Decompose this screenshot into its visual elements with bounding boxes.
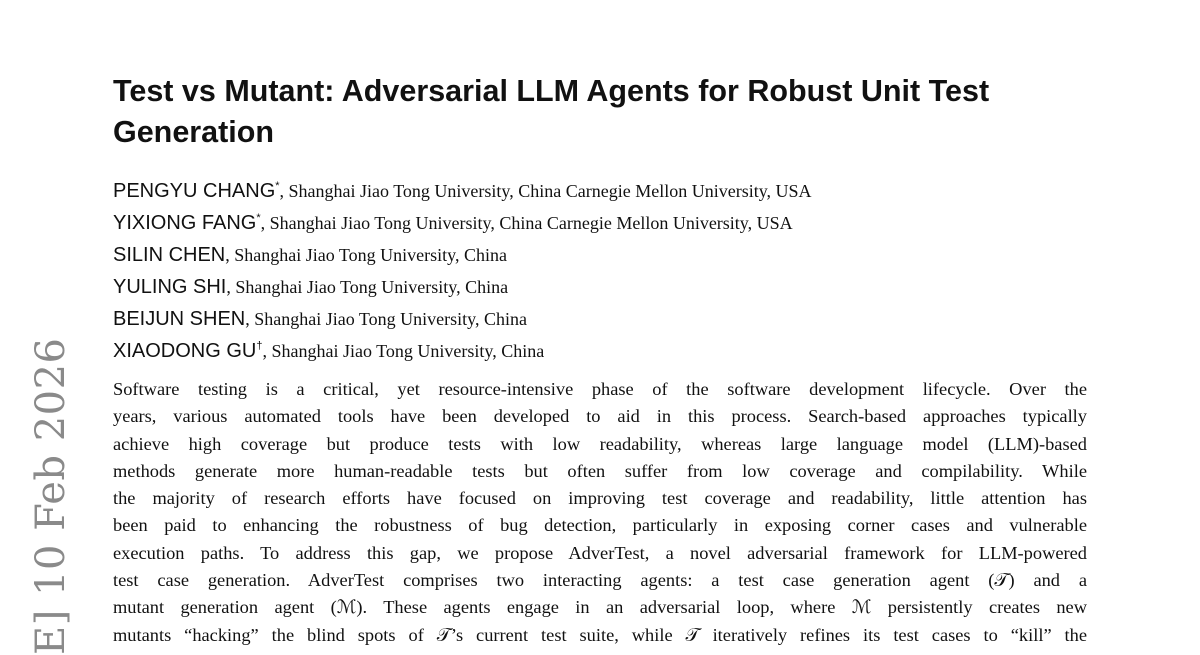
author-entry	[113, 330, 1113, 362]
author-affiliation: , Shanghai Jiao Tong University, China Carnegie Mellon University, USA	[280, 181, 812, 201]
abstract-line: been paid to enhancing the robustness of bug detection, particularly in exposing corner cases and vulnerable	[113, 512, 1087, 539]
author-name: YIXIONG FANG	[113, 212, 256, 234]
author-affiliation: , Shanghai Jiao Tong University, China	[245, 309, 527, 329]
abstract-line: test case generation. AdverTest comprises two interacting agents: a test case generation agent (𝒯) and a	[113, 567, 1087, 594]
author-entry	[113, 266, 1113, 298]
author-entry	[113, 202, 1113, 234]
abstract-line: mutants “hacking” the blind spots of 𝒯’s current test suite, while 𝒯 iteratively refines its test cases to “kill” the	[113, 622, 1087, 649]
author-footnote-mark: *	[275, 180, 279, 192]
author-name: BEIJUN SHEN	[113, 308, 245, 330]
paper-title: Test vs Mutant: Adversarial LLM Agents for Robust Unit Test Generation	[113, 71, 1103, 153]
abstract-line: the majority of research efforts have focused on improving test coverage and readability, little attention has	[113, 485, 1087, 512]
author-entry	[113, 170, 1113, 202]
author-name: PENGYU CHANG	[113, 180, 275, 202]
abstract-line: execution paths. To address this gap, we propose AdverTest, a novel adversarial framework for LLM-powered	[113, 540, 1087, 567]
author-list	[113, 170, 1113, 362]
abstract-line: achieve high coverage but produce tests with low readability, whereas large language model (LLM)-based	[113, 431, 1087, 458]
abstract-line: mutant generation agent (ℳ). These agents engage in an adversarial loop, where ℳ persistently creates new	[113, 594, 1087, 621]
abstract-line: methods generate more human-readable tests but often suffer from low coverage and compilability. While	[113, 458, 1087, 485]
author-name: SILIN CHEN	[113, 244, 225, 266]
author-footnote-mark: †	[256, 340, 262, 352]
author-entry	[113, 234, 1113, 266]
author-affiliation: , Shanghai Jiao Tong University, China	[225, 245, 507, 265]
author-name: YULING SHI	[113, 276, 226, 298]
author-footnote-mark: *	[256, 212, 260, 224]
arxiv-side-stamp: E] 10 Feb 2026	[28, 338, 74, 655]
author-name: XIAODONG GU	[113, 340, 256, 362]
abstract	[113, 376, 1087, 649]
abstract-line: years, various automated tools have been developed to aid in this process. Search-based approaches typically	[113, 403, 1087, 430]
abstract-line: Software testing is a critical, yet resource-intensive phase of the software development lifecycle. Over the	[113, 376, 1087, 403]
author-affiliation: , Shanghai Jiao Tong University, China Carnegie Mellon University, USA	[261, 213, 793, 233]
author-affiliation: , Shanghai Jiao Tong University, China	[226, 277, 508, 297]
author-entry	[113, 298, 1113, 330]
author-affiliation: , Shanghai Jiao Tong University, China	[262, 341, 544, 361]
